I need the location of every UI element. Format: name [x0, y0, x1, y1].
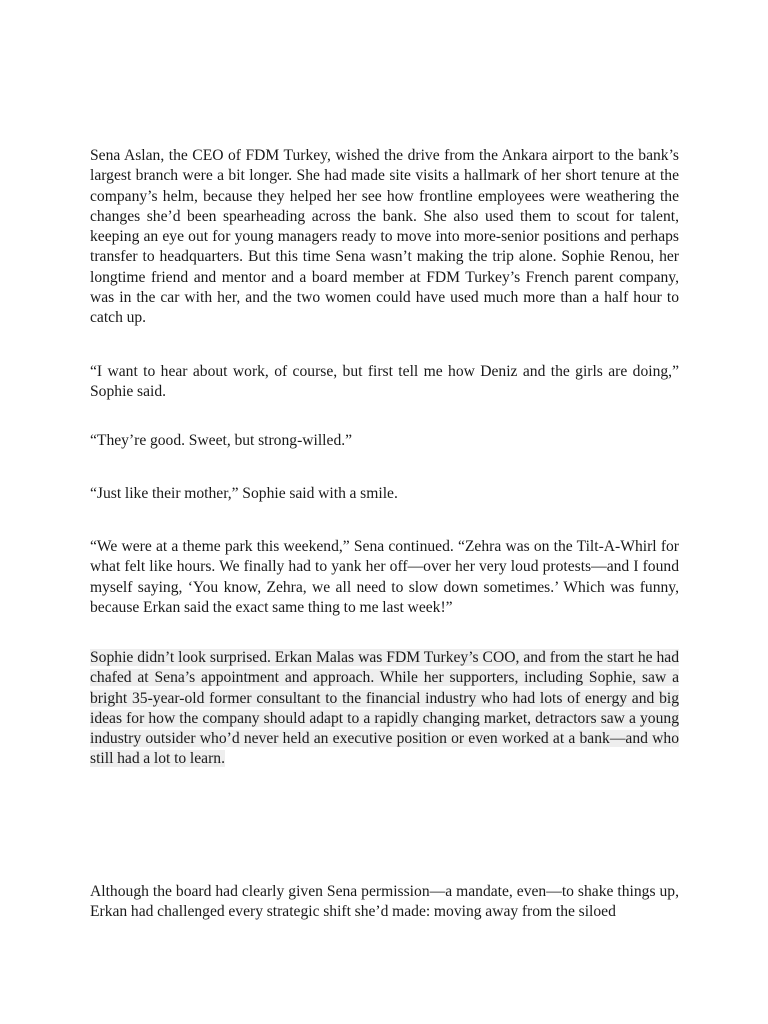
paragraph-highlighted-erkan: [90, 648, 679, 770]
paragraph-opening: Sena Aslan, the CEO of FDM Turkey, wished the drive from the Ankara airport to the bank’s largest branch were a bit longer. She had made site visits a hallmark of her short tenure at the company’s helm, because they helped her see how frontline employees were weathering the changes she’d been spearheading across the bank. She also used them to scout for talent, keeping an eye out for young managers ready to move into more-senior positions and perhaps transfer to headquarters. But this time Sena wasn’t making the trip alone. Sophie Renou, her longtime friend and mentor and a board member at FDM Turkey’s French parent company, was in the car with her, and the two women could have used much more than a half hour to catch up.: [90, 147, 679, 327]
paragraph-dialogue-sena-reply: “They’re good. Sweet, but strong-willed.”: [90, 432, 353, 449]
paragraph-board-mandate: Although the board had clearly given Sena permission—a mandate, even—to shake things up, Erkan had challenged every strategic shift she’d made: moving away from the siloed: [90, 883, 679, 921]
paragraph-dialogue-sophie: “I want to hear about work, of course, but first tell me how Deniz and the girls are doing,” Sophie said.: [90, 363, 679, 401]
paragraph-theme-park: “We were at a theme park this weekend,” Sena continued. “Zehra was on the Tilt-A-Whirl for what felt like hours. We finally had to yank her off—over her very loud protests—and I found myself saying, ‘You know, Zehra, we all need to slow down sometimes.’ Which was funny, because Erkan said the exact same thing to me last week!”: [90, 538, 679, 616]
highlighted-text: Sophie didn’t look surprised. Erkan Malas was FDM Turkey’s COO, and from the start he had chafed at Sena’s appointment and approach. While her supporters, including Sophie, saw a bright 35-year-old former consultant to the financial industry who had lots of energy and big ideas for how the company should adapt to a rapidly changing market, detractors saw a young industry outsider who’d never held an executive position or even worked at a bank—and who still had a lot to learn.: [90, 649, 679, 768]
paragraph-dialogue-sophie-smile: “Just like their mother,” Sophie said with a smile.: [90, 485, 398, 502]
